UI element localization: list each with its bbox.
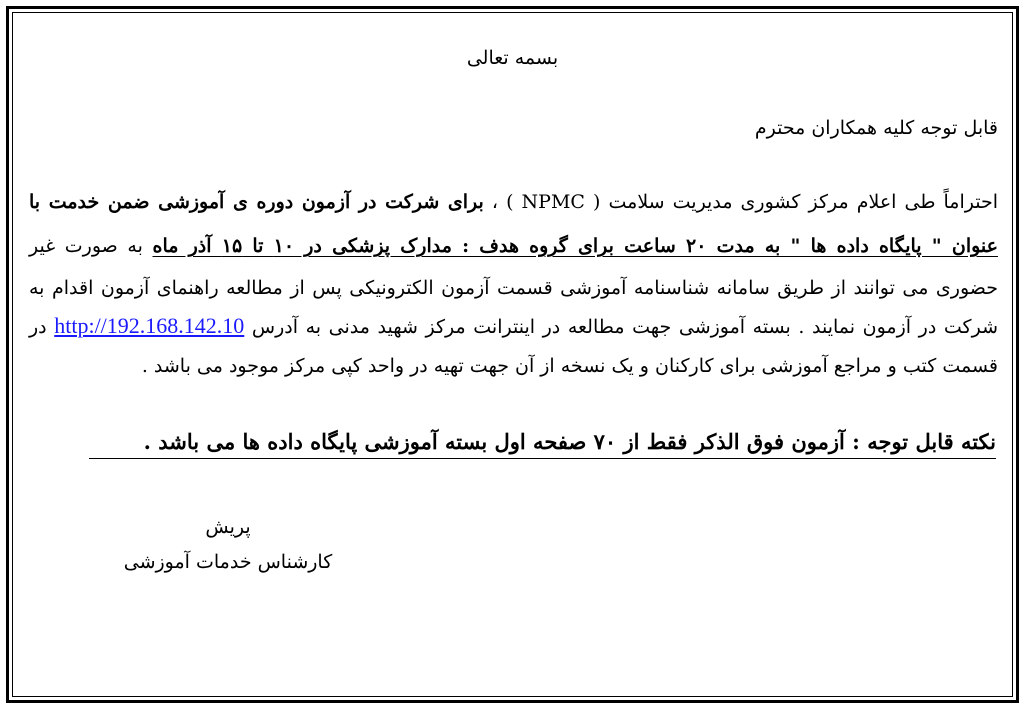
paragraph-line-2: [29, 235, 998, 257]
line2-rest: به صورت غیر: [29, 235, 143, 257]
addressee: قابل توجه کلیه همکاران محترم: [754, 117, 998, 139]
line4-text-a: شرکت در آزمون نمایند . بسته آموزشی جهت مطالعه در اینترانت مرکز شهید مدنی به آدرس: [251, 316, 998, 338]
signature-title: کارشناس خدمات آموزشی: [123, 551, 333, 573]
line1-bold-text: برای شرکت در آزمون دوره ی آموزشی ضمن خدمت با: [29, 191, 484, 213]
document-frame: [6, 6, 1019, 703]
paragraph-line-5: قسمت کتب و مراجع آموزشی برای کارکنان و یک نسخه از آن جهت تهیه در واحد کپی مرکز موجود می باشد .: [141, 355, 998, 377]
paragraph-line-1: [29, 191, 998, 213]
document-inner-border: [12, 12, 1013, 697]
npmc-abbreviation: NPMC: [521, 191, 585, 213]
letter-body: [23, 19, 1002, 690]
course-title-bold: عنوان " پایگاه داده ها " به مدت ۲۰ ساعت برای گروه هدف : مدارک پزشکی در ۱۰ تا ۱۵ آذر ماه: [152, 235, 998, 257]
salutation: بسمه تعالی: [466, 47, 559, 69]
line1-text-b: ) ،: [491, 191, 514, 213]
line1-text-a: احتراماً طی اعلام مرکز کشوری مدیریت سلامت (: [593, 191, 998, 213]
paragraph-line-4: [29, 313, 998, 339]
signature-name: پریش: [205, 516, 251, 538]
important-note: نکته قابل توجه : آزمون فوق الذکر فقط از ۷۰ صفحه اول بسته آموزشی پایگاه داده ها می باشد .: [89, 429, 996, 459]
line4-text-b: در: [29, 316, 47, 338]
intranet-link[interactable]: http://192.168.142.10: [54, 313, 245, 338]
paragraph-line-3: حضوری می توانند از طریق سامانه شناسنامه آموزشی قسمت آزمون الکترونیکی پس از مطالعه راهنمای آزمون اقدام به: [29, 277, 998, 299]
